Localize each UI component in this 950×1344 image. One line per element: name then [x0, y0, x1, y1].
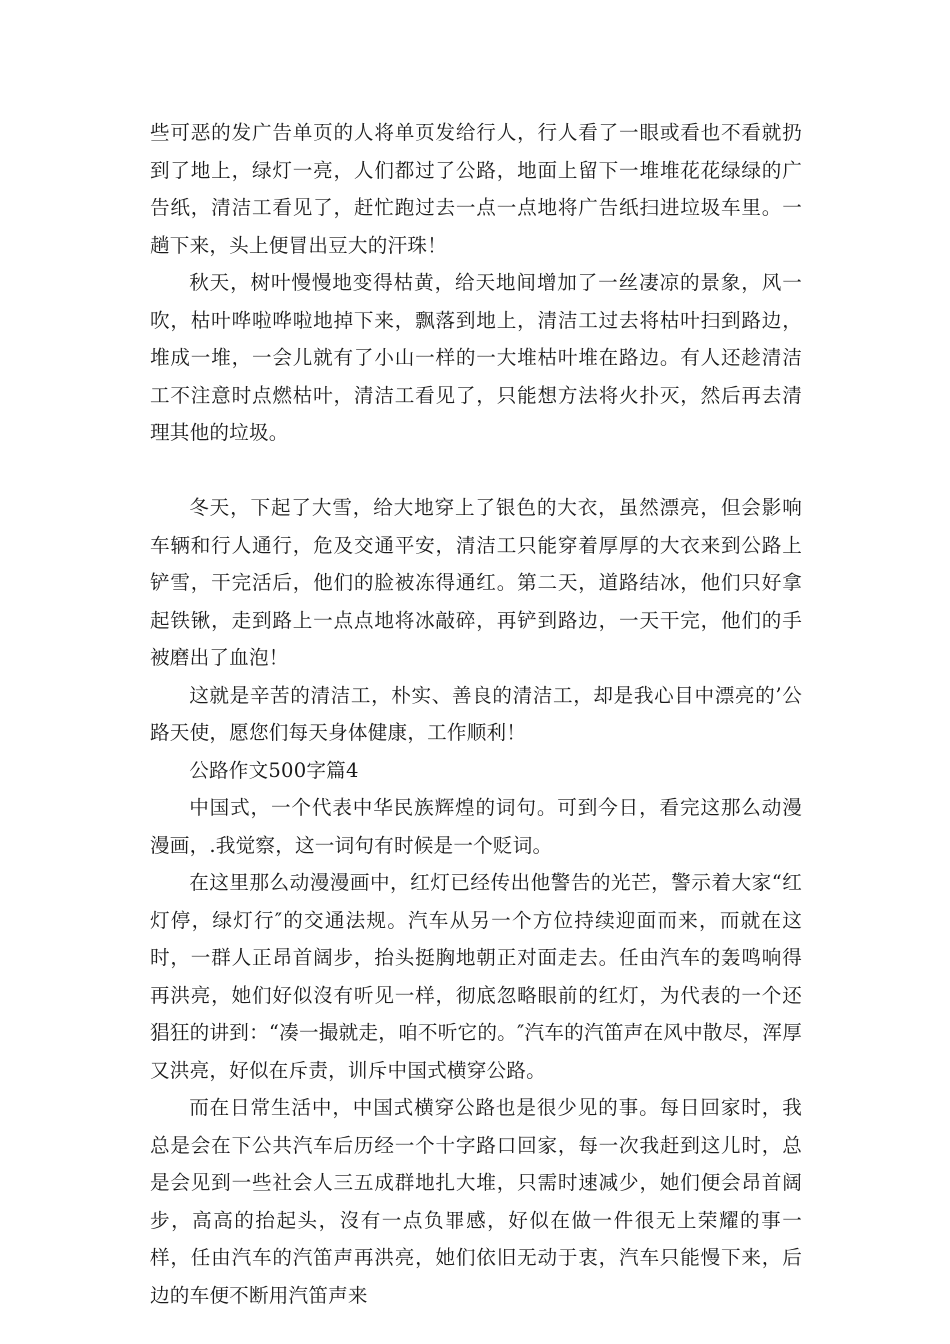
paragraph-autumn: 秋天，树叶慢慢地变得枯黄，给天地间增加了一丝凄凉的景象，风一吹，枯叶哗啦哗啦地掉下来，飘落到地上，清洁工过去将枯叶扫到路边，堆成一堆，一会儿就有了小山一样的一大堆枯叶堆在路边。有人还趁清洁工不注意时点燃枯叶，清洁工看见了，只能想方法将火扑灭，然后再去清理其他的垃圾。: [150, 271, 802, 444]
paragraph-comic: 在这里那么动漫漫画中，红灯已经传出他警告的光芒，警示着大家“红灯停，绿灯行″的交通法规。汽车从另一个方位持续迎面而来，而就在这时，一群人正昂首阔步，抬头挺胸地朝正对面走去。任由汽车的轰鸣响得再洪亮，她们好似沒有听见一样，彻底忽略眼前的红灯，为代表的一个还猖狂的讲到：“凑一撮就走，咱不听它的。″汽车的汽笛声在风中散尽，浑厚又洪亮，好似在斥责，训斥中国式横穿公路。: [150, 871, 802, 1082]
paragraph-conclusion: 这就是辛苦的清洁工，朴实、善良的清洁工，却是我心目中漂亮的’公路天使，愿您们每天身体健康，工作顺利！: [150, 683, 802, 744]
paragraph-gap: [150, 452, 802, 490]
paragraph-intro: 中国式，一个代表中华民族辉煌的词句。可到今日，看完这那么动漫漫画，.我觉察，这一词句有时候是一个贬词。: [150, 796, 802, 857]
paragraph-winter: 冬天，下起了大雪，给大地穿上了银色的大衣，虽然漂亮，但会影响车辆和行人通行，危及交通平安，清洁工只能穿着厚厚的大衣来到公路上铲雪，干完活后，他们的脸被冻得通红。第二天，道路结冰，他们只好拿起铁锹，走到路上一点点地将冰敲碎，再铲到路边，一天干完，他们的手被磨出了血泡！: [150, 496, 802, 669]
paragraph-daily-life: 而在日常生活中，中国式横穿公路也是很少见的事。每日回家时，我总是会在下公共汽车后历经一个十字路口回家，每一次我赶到这儿时，总是会见到一些社会人三五成群地扎大堆，只需时速减少，她们便会昂首阔步，高高的抬起头，沒有一点负罪感，好似在做一件很无上荣耀的事一样，任由汽车的汽笛声再洪亮，她们依旧无动于衷，汽车只能慢下来，后边的车便不断用汽笛声来: [150, 1096, 802, 1307]
document-page: [150, 114, 802, 1314]
section-heading: 公路作文500字篇4: [189, 758, 359, 782]
paragraph-continuation: 些可恶的发广告单页的人将单页发给行人，行人看了一眼或看也不看就扔到了地上，绿灯一亮，人们都过了公路，地面上留下一堆堆花花绿绿的广告纸，清洁工看见了，赶忙跑过去一点一点地将广告纸扫进垃圾车里。一趟下来，头上便冒出豆大的汗珠！: [150, 121, 802, 257]
